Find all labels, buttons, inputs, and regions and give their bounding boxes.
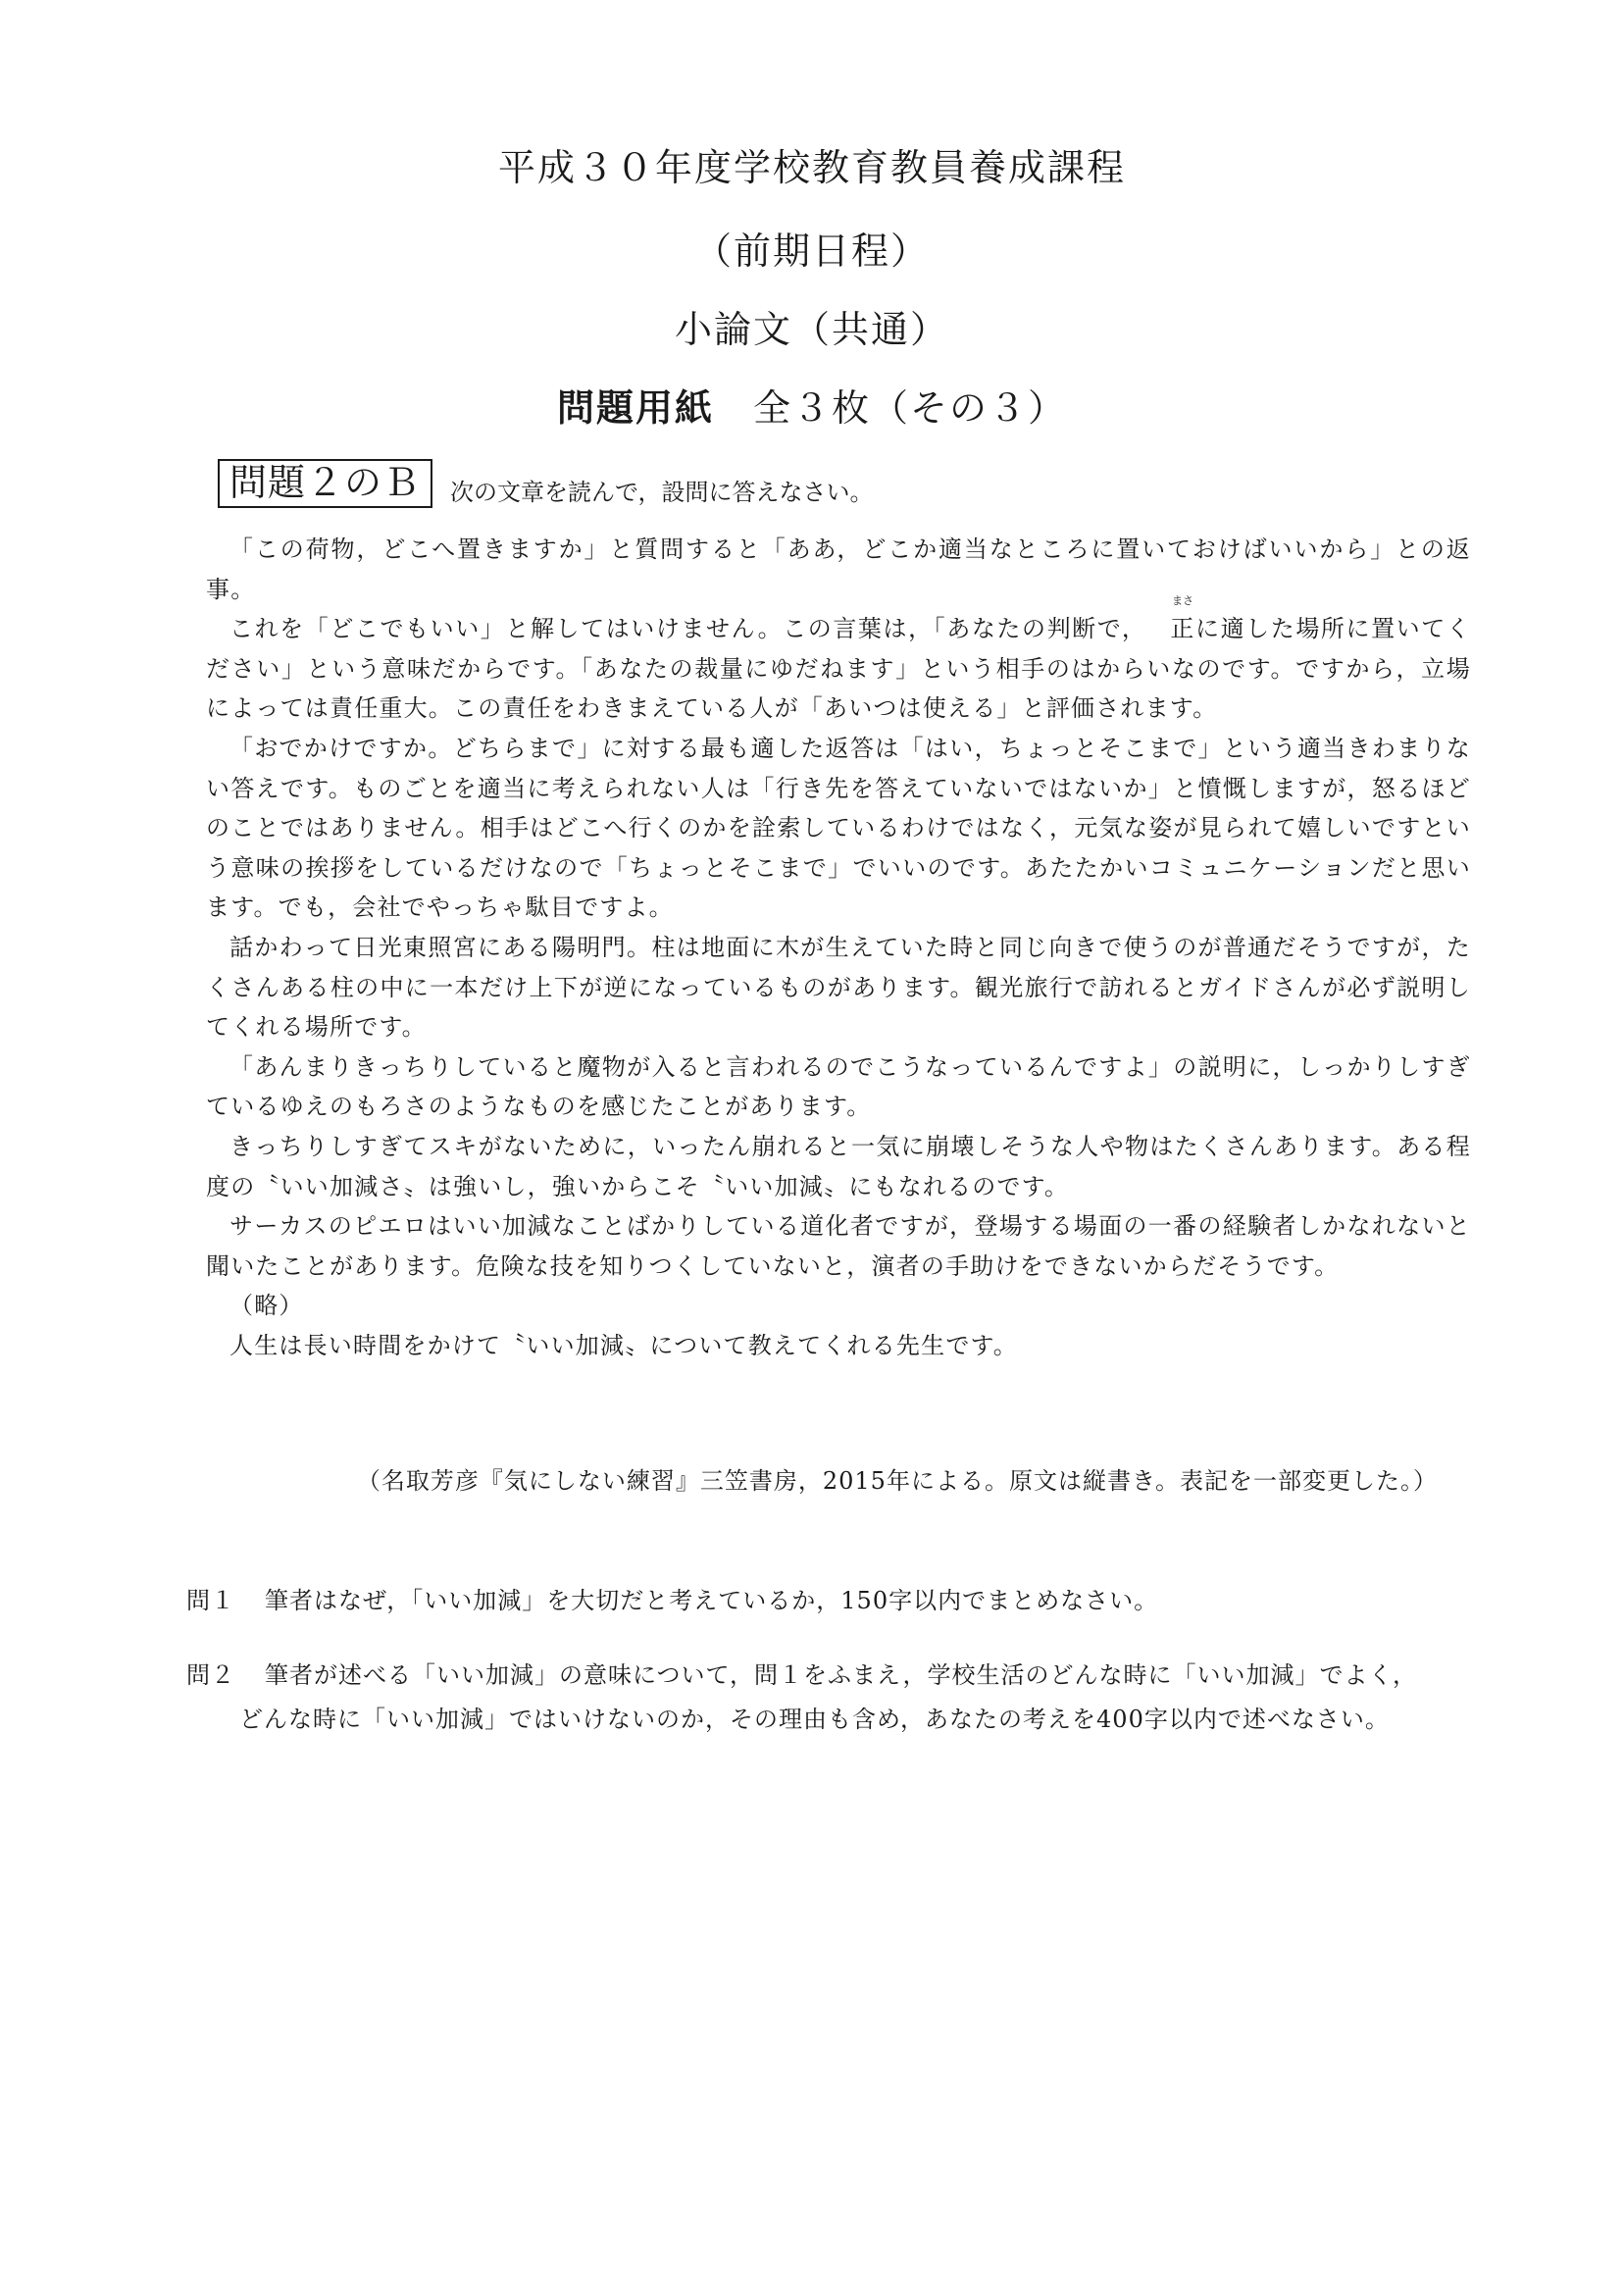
passage-paragraph-3: 「おでかけですか。どちらまで」に対する最も適した返答は「はい，ちょっとそこまで」という適当きわまりない答えです。ものごとを適当に考えられない人は「行き先を答えていないではないか」と憤慨しますが，怒るほどのことではありません。相手はどこへ行くのかを詮索しているわけではなく，元気な姿が見られて嬉しいですという意味の挨拶をしているだけなので「ちょっとそこまで」でいいのです。あたたかいコミュニケーションだと思います。でも，会社でやっちゃ駄目ですよ。 [206, 734, 1471, 922]
question-1 [186, 1579, 1481, 1623]
passage-paragraph-1: 「この荷物，どこへ置きますか」と質問すると「ああ，どこか適当なところに置いておけばいいから」との返事。 [206, 535, 1471, 603]
passage-paragraph-9: 人生は長い時間をかけて〝いい加減〟について教えてくれる先生です。 [229, 1331, 1018, 1359]
source-citation: （名取芳彦『気にしない練習』三笠書房，2015年による。原文は縦書き。表記を一部変更した。） [356, 1467, 1438, 1495]
passage-paragraph-2-before: これを「どこでもいい」と解してはいけません。この言葉は，「あなたの判断で， [229, 615, 1147, 643]
question-2 [186, 1654, 1481, 1742]
sheet-count: 全３枚（その３） [753, 386, 1068, 430]
passage-paragraph-7: サーカスのピエロはいい加減なことばかりしている道化者ですが，登場する場面の一番の経験者しかなれないと聞いたことがあります。危険な技を知りつくしていないと，演者の手助けをできないからだそうです。 [206, 1212, 1471, 1280]
passage-paragraph-4: 話かわって日光東照宮にある陽明門。柱は地面に木が生えていた時と同じ向きで使うのが普通だそうですが，たくさんある柱の中に一本だけ上下が逆になっているものがあります。観光旅行で訪れるとガイドさんが必ず説明してくれる場所です。 [206, 933, 1471, 1042]
question-2-text-line-1: 筆者が述べる「いい加減」の意味について，問１をふまえ，学校生活のどんな時に「いい加減」でよく， [265, 1661, 1417, 1689]
ruby-text: まさ [1172, 594, 1194, 608]
passage-paragraph-2 [206, 594, 1472, 729]
question-1-number: 問１ [186, 1587, 235, 1614]
question-2-number: 問２ [186, 1661, 235, 1689]
passage-omission: （略） [229, 1292, 304, 1320]
exam-subject: 小論文（共通） [674, 308, 949, 351]
ruby-masa [1146, 594, 1195, 649]
passage-paragraph-2-after: に適した場所に置いてください」という意味だからです。「あなたの裁量にゆだねます」という相手のはからいなのです。ですから，立場によっては責任重大。この責任をわきまえている人が「あいつは使える」と評価されます。 [206, 615, 1472, 723]
passage-paragraph-6: きっちりしすぎてスキがないために，いったん崩れると一気に崩壊しそうな人や物はたくさんあります。ある程度の〝いい加減さ〟は強いし，強いからこそ〝いい加減〟にもなれるのです。 [206, 1132, 1471, 1200]
question-2-text-line-2: どんな時に「いい加減」ではいけないのか，その理由も含め，あなたの考えを400字以内で述べなさい。 [239, 1706, 1390, 1733]
sheet-label: 問題用紙 [556, 385, 714, 430]
question-1-text: 筆者はなぜ，「いい加減」を大切だと考えているか，150字以内でまとめなさい。 [265, 1587, 1159, 1614]
problem-header [218, 459, 874, 508]
passage-paragraph-5: 「あんまりきっちりしていると魔物が入ると言われるのでこうなっているんですよ」の説明に，しっかりしすぎているゆえのもろさのようなものを感じたことがあります。 [206, 1052, 1471, 1121]
sheet-info [0, 378, 1624, 432]
exam-title: 平成３０年度学校教育教員養成課程 [497, 146, 1126, 189]
problem-label: 問題２のＢ [218, 459, 432, 508]
problem-instruction: 次の文章を読んで，設問に答えなさい。 [450, 478, 874, 506]
passage [206, 530, 1471, 1365]
ruby-base: 正 [1170, 615, 1195, 643]
exam-schedule: （前期日程） [693, 229, 930, 273]
